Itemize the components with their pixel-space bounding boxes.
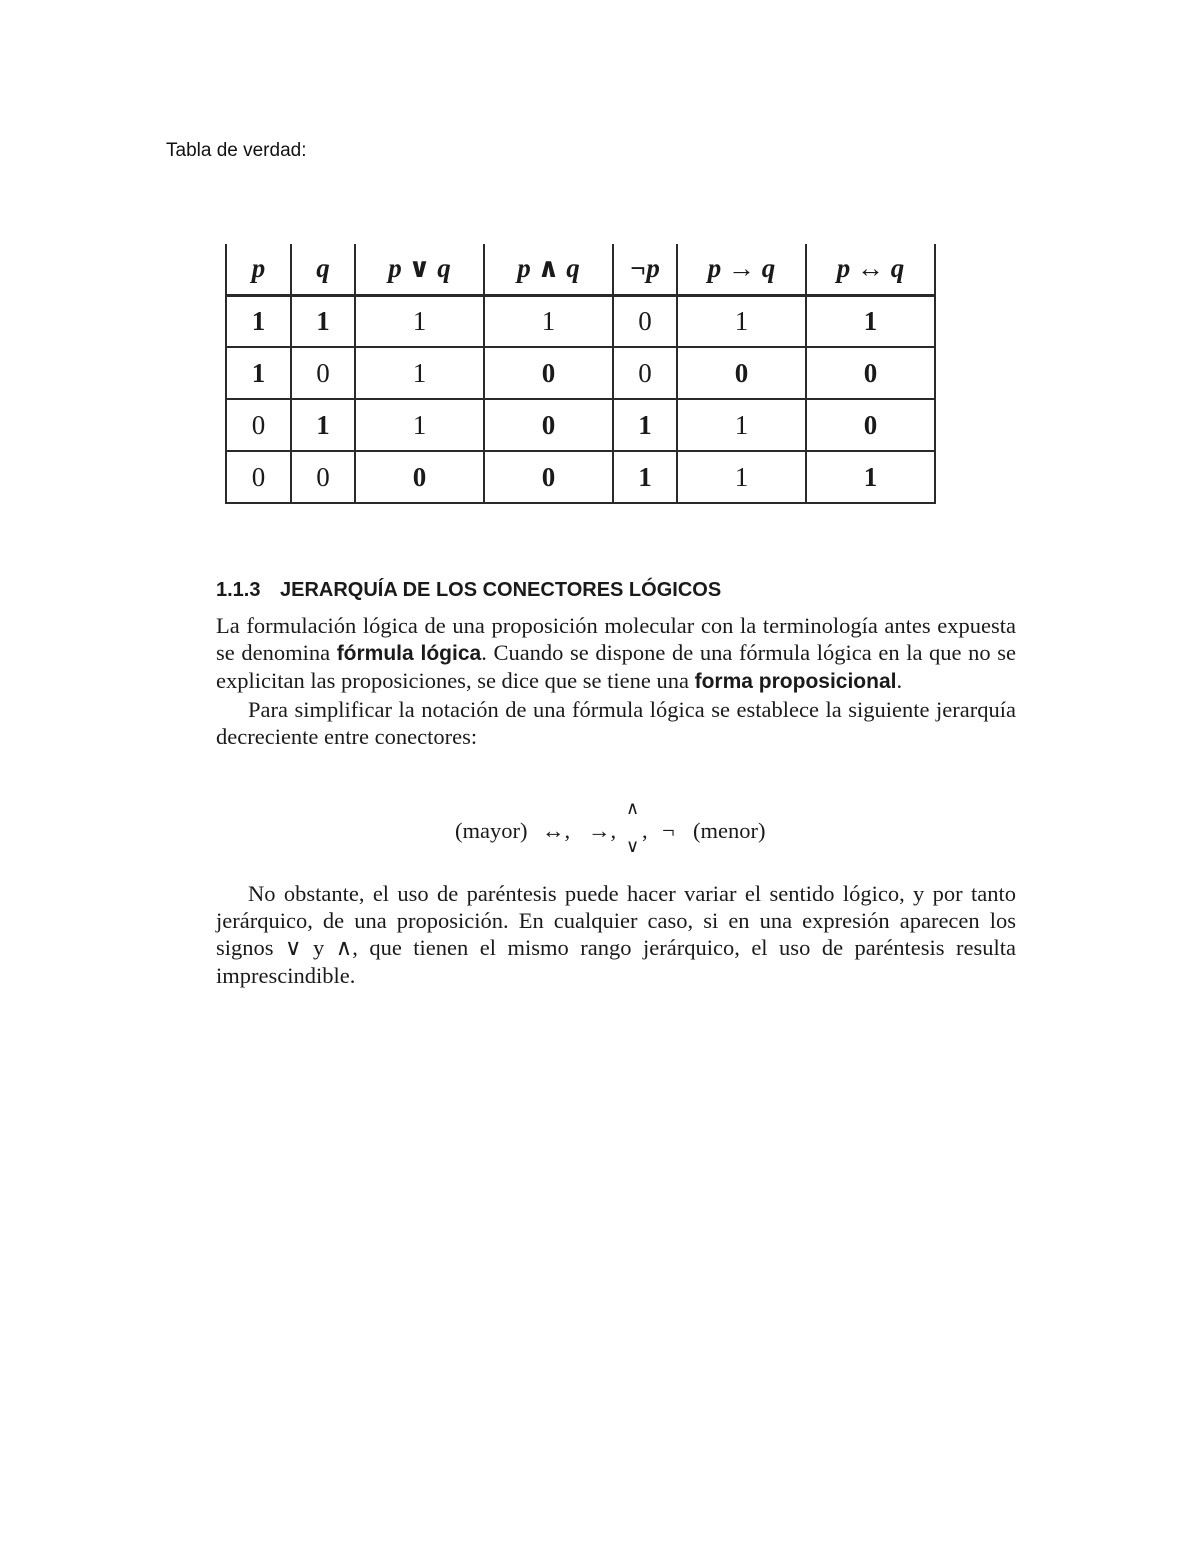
table-cell: 0 [484, 451, 613, 503]
and-symbol: ∧ [626, 798, 640, 818]
or-symbol: ∨ [626, 836, 640, 856]
header-cell: p ∨ q [355, 244, 484, 295]
table-cell: 0 [613, 347, 677, 399]
table-cell: 1 [677, 295, 806, 347]
section-title: JERARQUÍA DE LOS CONECTORES LÓGICOS [280, 579, 722, 601]
header-cell: p [226, 244, 291, 295]
table-cell: 0 [355, 451, 484, 503]
term-formula-logica: fórmula lógica [336, 642, 482, 666]
term-forma-proposicional: forma proposicional [694, 670, 897, 694]
table-cell: 0 [484, 347, 613, 399]
table-cell: 1 [226, 347, 291, 399]
section-heading [216, 574, 1016, 606]
comma: , [642, 818, 648, 843]
table-cell: 1 [613, 399, 677, 451]
truth-table-caption: Tabla de verdad: [166, 140, 307, 161]
table-cell: 0 [806, 399, 935, 451]
table-cell: 0 [677, 347, 806, 399]
paragraph-3-container [216, 880, 1016, 989]
truth-table-header-row [226, 244, 935, 295]
section-number: 1.1.3 [216, 579, 261, 601]
table-cell: 1 [806, 295, 935, 347]
table-cell: 1 [291, 399, 355, 451]
table-cell: 0 [806, 347, 935, 399]
negation-symbol: ¬ [662, 818, 675, 843]
header-cell: p ↔ q [806, 244, 935, 295]
biconditional-symbol: ↔, [542, 818, 571, 843]
table-cell: 1 [677, 451, 806, 503]
table-cell: 0 [291, 347, 355, 399]
table-cell: 0 [226, 451, 291, 503]
section-1-1-3 [216, 574, 1016, 750]
table-cell: 0 [613, 295, 677, 347]
table-row [226, 399, 935, 451]
table-row [226, 295, 935, 347]
header-cell: p → q [677, 244, 806, 295]
table-cell: 0 [291, 451, 355, 503]
header-cell: p ∧ q [484, 244, 613, 295]
table-cell: 1 [806, 451, 935, 503]
paragraph-3: No obstante, el uso de paréntesis puede hacer variar el sentido lógico, y por tanto jerárquico, de una proposición. En cualquier caso, si en una expresión aparecen los signos ∨ y ∧, que tienen el mismo rango jerárquico, el uso de paréntesis resulta imprescindible. [216, 881, 1016, 988]
table-row [226, 347, 935, 399]
table-cell: 1 [355, 347, 484, 399]
paragraph-text: La formulación lógica de una proposición molecular con la terminología antes expuesta se denomina [216, 613, 1016, 666]
paragraph-2: Para simplificar la notación de una fórmula lógica se establece la siguiente jerarquía decreciente entre conectores: [216, 696, 1016, 749]
table-cell: 1 [677, 399, 806, 451]
paragraph-text: . [896, 668, 903, 694]
table-cell: 1 [291, 295, 355, 347]
truth-table [225, 244, 936, 504]
table-cell: 0 [226, 399, 291, 451]
hierarchy-mayor: (mayor) [455, 818, 528, 843]
table-row [226, 451, 935, 503]
connector-hierarchy [455, 798, 855, 862]
table-cell: 1 [355, 399, 484, 451]
table-cell: 1 [355, 295, 484, 347]
table-cell: 1 [484, 295, 613, 347]
paragraph-1 [216, 612, 1016, 696]
table-cell: 0 [484, 399, 613, 451]
table-cell: 1 [613, 451, 677, 503]
header-cell: q [291, 244, 355, 295]
conditional-symbol: →, [588, 818, 617, 843]
header-cell: ¬p [613, 244, 677, 295]
table-cell: 1 [226, 295, 291, 347]
paragraph-text: . Cuando se dispone de una fórmula lógica en la que no se explicitan las proposiciones, se dice que se tiene una [216, 640, 1016, 694]
hierarchy-menor: (menor) [693, 818, 766, 843]
